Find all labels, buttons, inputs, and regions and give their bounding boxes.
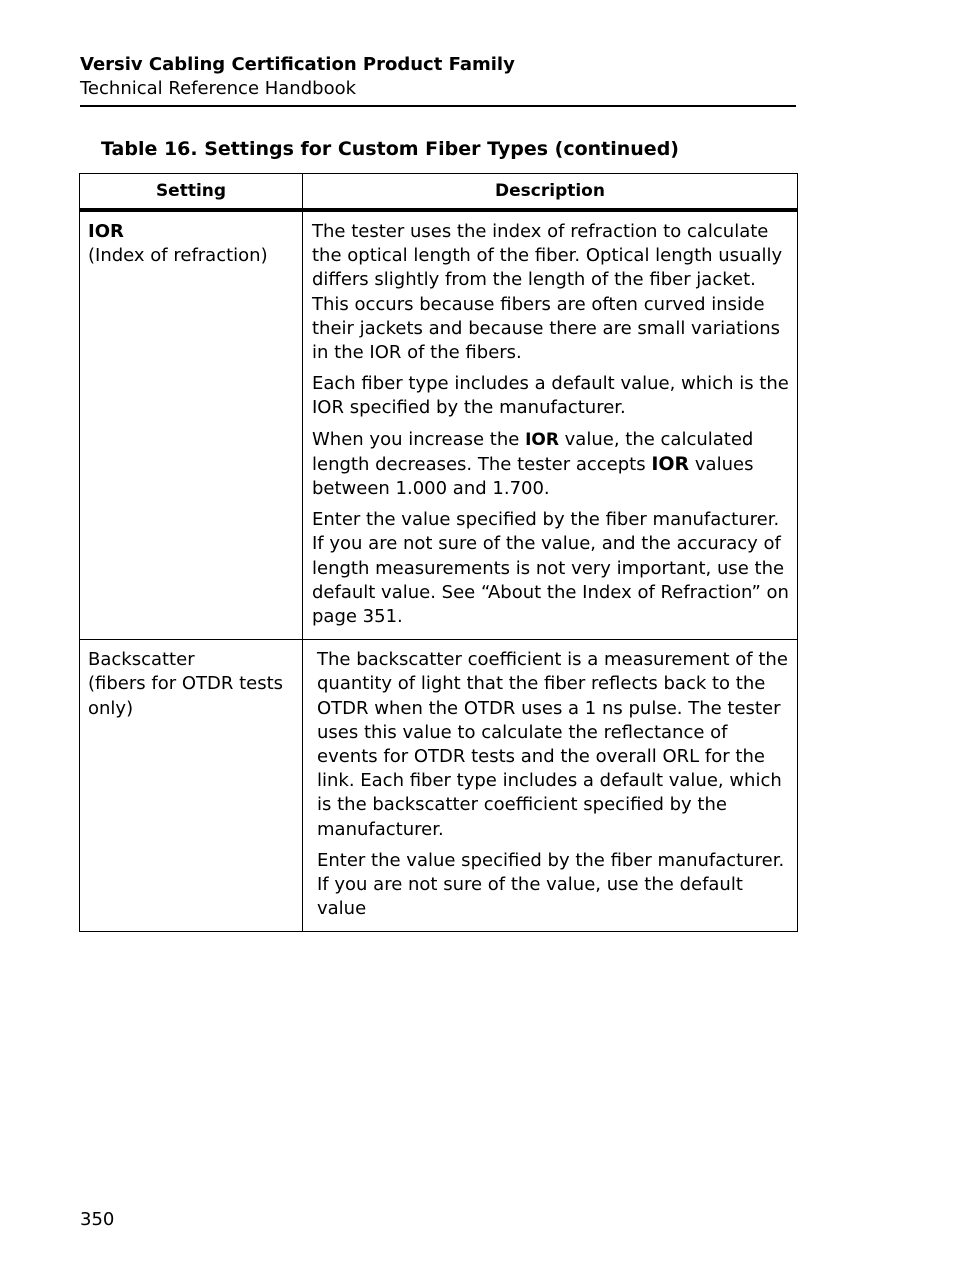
- product-family-title: Versiv Cabling Certification Product Family: [80, 54, 515, 75]
- setting-name: IOR: [88, 221, 124, 242]
- column-header-setting: Setting: [80, 174, 303, 211]
- setting-cell-ior: [80, 210, 303, 640]
- setting-cell-backscatter: [80, 640, 303, 932]
- handbook-title: Technical Reference Handbook: [80, 78, 357, 99]
- page-number: 350: [80, 1209, 115, 1230]
- table-title: Table 16. Settings for Custom Fiber Types (continued): [101, 138, 679, 160]
- table-header-row: [80, 174, 798, 211]
- settings-table: [79, 173, 798, 932]
- description-paragraph: The backscatter coefficient is a measurement of the quantity of light that the fiber reflects back to the OTDR when the OTDR uses a 1 ns pulse. The tester uses this value to calculate the reflectance of events for OTDR tests and the overall ORL for the link. Each fiber type includes a default value, which is the backscatter coefficient specified by the manufacturer.: [317, 649, 788, 840]
- text-run: When you increase the: [312, 428, 526, 450]
- column-header-description: Description: [303, 174, 798, 211]
- text-run: value, the calculated length decreases. The tester accepts: [312, 428, 754, 475]
- setting-subtitle: (fibers for OTDR tests only): [88, 673, 284, 719]
- description-paragraph: The tester uses the index of refraction to calculate the optical length of the fiber. Optical length usually differs slightly from the length of the fiber jacket. This occurs because fibers are often curved inside their jackets and because there are small variations in the IOR of the fibers.: [312, 221, 783, 364]
- table-row: [80, 640, 798, 932]
- description-cell-ior: [303, 210, 798, 640]
- description-paragraph: Enter the value specified by the fiber manufacturer. If you are not sure of the value, use the default value: [317, 849, 785, 920]
- description-paragraph: Each fiber type includes a default value, which is the IOR specified by the manufacturer.: [312, 373, 789, 419]
- ior-term: IOR: [651, 452, 690, 475]
- description-paragraph: Enter the value specified by the fiber manufacturer. If you are not sure of the value, and the accuracy of length measurements is not very important, use the default value. See “About the Index of Refraction” on page 351.: [312, 509, 789, 628]
- ior-term: IOR: [525, 429, 559, 450]
- running-header: [80, 53, 796, 107]
- description-cell-backscatter: [303, 640, 798, 932]
- text-run: values between 1.000 and 1.700.: [312, 453, 754, 500]
- setting-subtitle: (Index of refraction): [88, 245, 268, 267]
- table-row: [80, 210, 798, 640]
- setting-name: Backscatter: [88, 649, 195, 671]
- description-paragraph: [312, 428, 793, 502]
